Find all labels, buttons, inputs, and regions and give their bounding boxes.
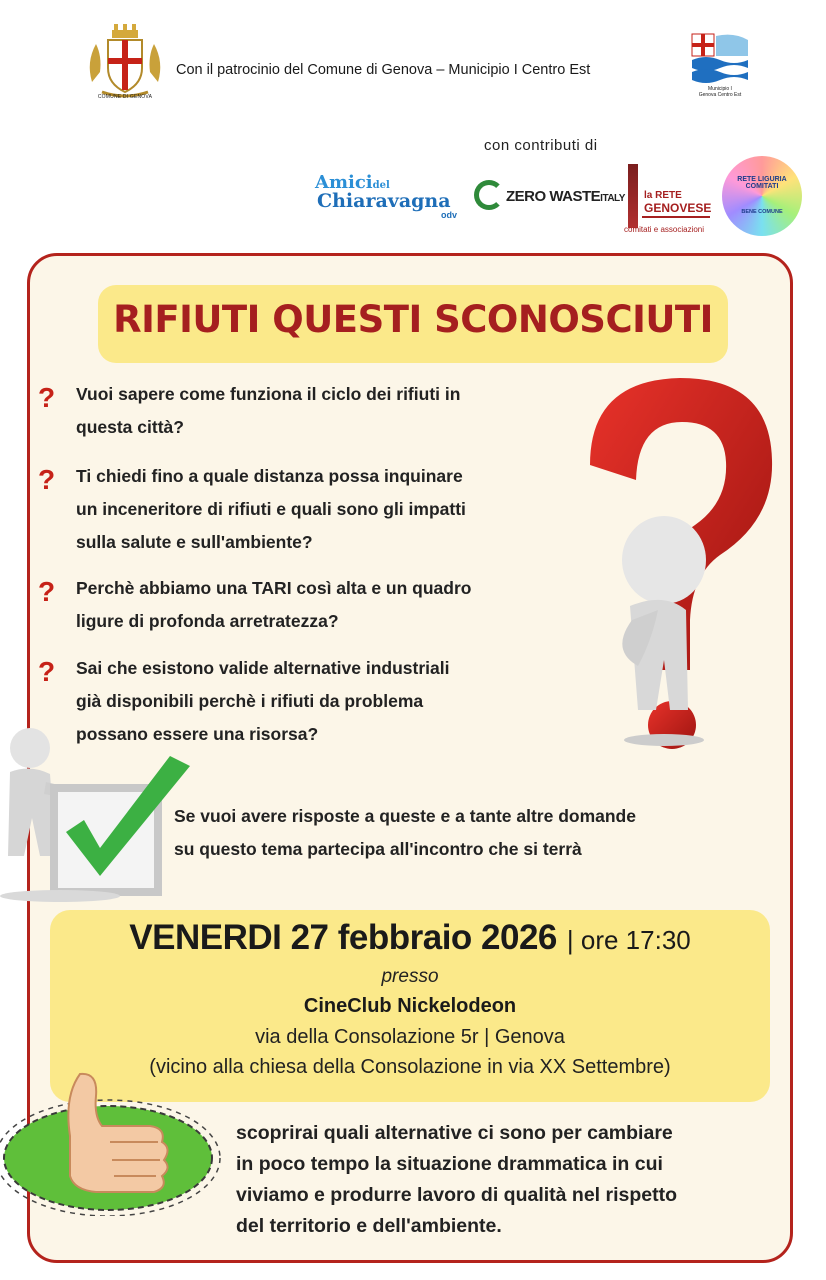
contributors-label: con contributi di — [484, 137, 598, 154]
rete-divider — [642, 216, 710, 218]
zero-waste-word: ZERO WASTE — [506, 188, 601, 205]
genovese-word: GENOVESE — [644, 201, 712, 215]
amici-del: del — [372, 180, 390, 191]
amici-odv: odv — [441, 210, 458, 220]
event-time: | ore 17:30 — [566, 925, 691, 955]
closing-text: scoprirai quali alternative ci sono per cambiare in poco tempo la situazione drammatica in cui viviamo e produrre lavoro di qualità nel rispetto del territorio e dell'ambiente. — [236, 1122, 678, 1237]
event-near: (vicino alla chiesa della Consolazione in via XX Settembre) — [149, 1056, 671, 1078]
question-2: Ti chiedi fino a quale distanza possa inquinare un inceneritore di rifiuti e quali sono gli impatti sulla salute e sull'ambiente? — [76, 466, 466, 552]
page-title: RIFIUTI QUESTI SCONOSCIUTI — [113, 298, 713, 341]
thinking-figure-question-mark-icon — [560, 370, 790, 750]
question-mark-icon-4: ? — [38, 656, 56, 687]
rete-liguria-logo — [722, 156, 802, 236]
question-mark-icon-2: ? — [38, 464, 56, 495]
event-presso: presso — [381, 966, 439, 987]
municipio-logo-icon — [690, 30, 750, 88]
lighthouse-icon — [628, 164, 638, 228]
event-venue: CineClub Nickelodeon — [303, 995, 517, 1017]
question-4: Sai che esistono valide alternative industriali già disponibili perchè i rifiuti da problema possano essere una risorsa? — [76, 658, 450, 744]
checkbox-figure-icon — [0, 726, 200, 906]
amici-word: Amici — [315, 172, 373, 193]
thumbs-up-icon — [0, 1066, 230, 1216]
liguria-bottom-text: BENE COMUNE — [741, 209, 783, 215]
rete-word: la RETE — [644, 190, 682, 201]
question-3: Perchè abbiamo una TARI così alta e un quadro ligure di profonda arretratezza? — [76, 578, 472, 631]
question-mark-icon-1: ? — [38, 382, 56, 413]
zero-waste-italy: ITALY — [600, 193, 625, 204]
patronage-text: Con il patrocinio del Comune di Genova – Municipio I Centro Est — [176, 62, 591, 78]
zero-waste-logo — [474, 178, 625, 218]
invite-text: Se vuoi avere risposte a queste e a tante altre domande su questo tema partecipa all'incontro che si terrà — [174, 806, 636, 859]
event-date: VENERDI 27 febbraio 2026 — [129, 918, 557, 957]
rete-subtitle: comitati e associazioni — [624, 225, 705, 234]
liguria-top-text: RETE LIGURIA COMITATI — [737, 176, 787, 190]
question-mark-icon-3: ? — [38, 576, 56, 607]
event-date-line — [50, 918, 770, 958]
municipio-caption: Municipio I Genova Centro Est — [698, 86, 742, 98]
amici-chiaravagna-word: Chiaravagna — [317, 190, 451, 212]
rete-genovese-logo — [624, 162, 714, 238]
zero-waste-ring-icon — [474, 180, 504, 210]
amici-chiaravagna-logo — [313, 170, 463, 224]
question-1: Vuoi sapere come funziona il ciclo dei rifiuti in questa città? — [76, 384, 461, 437]
genova-crest-icon — [82, 22, 168, 100]
event-address: via della Consolazione 5r | Genova — [255, 1026, 565, 1048]
crest-caption: COMUNE DI GENOVA — [97, 94, 153, 100]
